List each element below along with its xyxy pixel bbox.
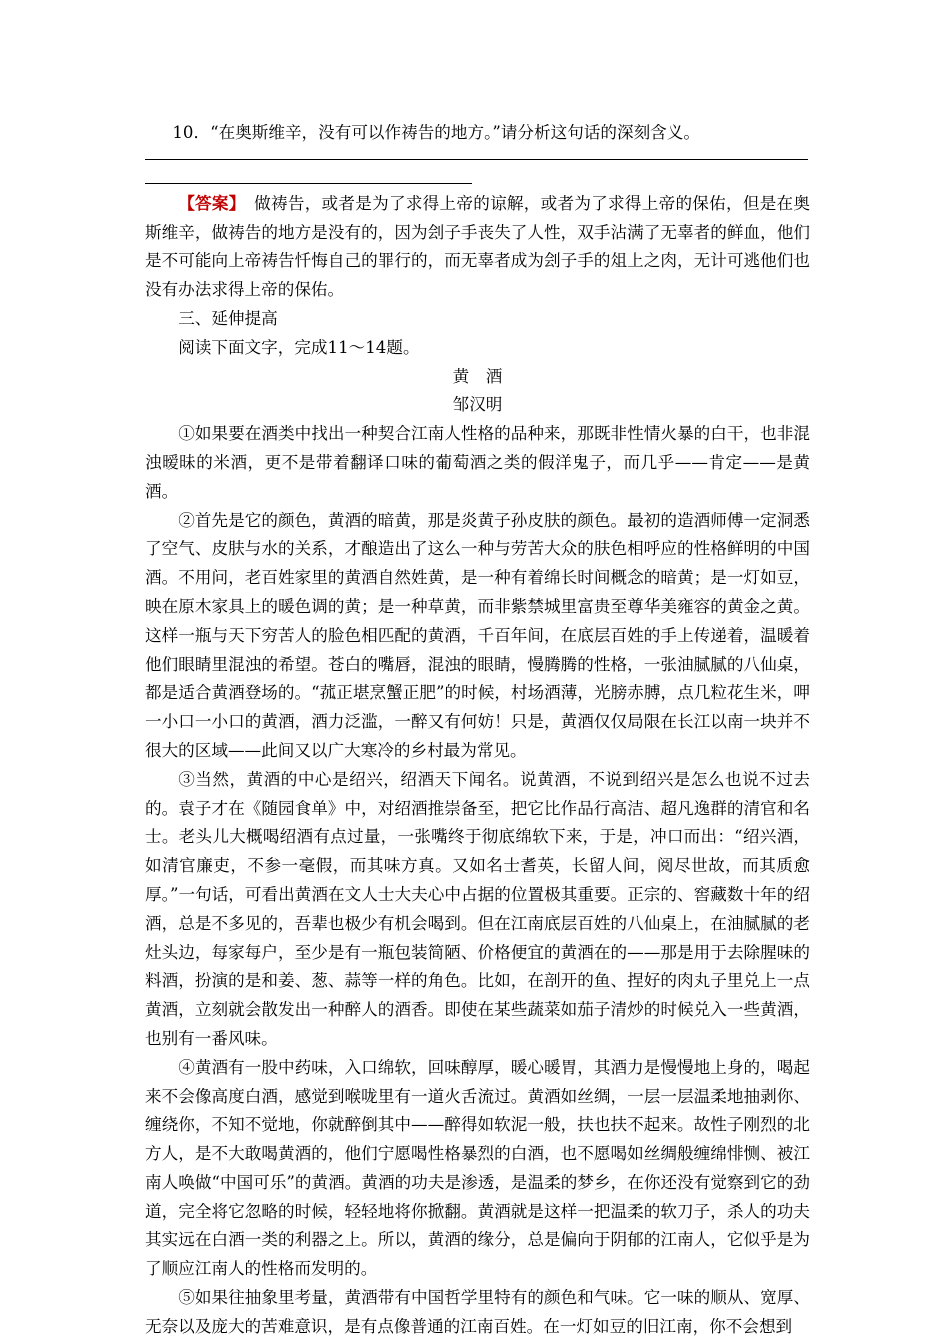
answer-line-2 — [145, 183, 472, 184]
article-paragraph-3: ③当然，黄酒的中心是绍兴，绍酒天下闻名。说黄酒，不说到绍兴是怎么也说不过去的。袁子才在《随园食单》中，对绍酒推崇备至，把它比作品行高洁、超凡逸群的清官和名士。老头儿大概喝绍酒有点过量，一张嘴终于彻底绵软下来，于是，冲口而出：“绍兴酒，如清官廉吏，不参一毫假，而其味方真。又如名士耆英，长留人间，阅尽世故，而其质愈厚。”一句话，可看出黄酒在文人士大夫心中占据的位置极其重要。正宗的、窖藏数十年的绍酒，总是不多见的，吾辈也极少有机会喝到。但在江南底层百姓的八仙桌上，在油腻腻的老灶头边，每家每户，至少是有一瓶包装简陋、价格便宜的黄酒在的——那是用于去除腥味的料酒，扮演的是和姜、葱、蒜等一样的角色。比如，在剖开的鱼、捏好的肉丸子里兑上一点黄酒，立刻就会散发出一种醉人的酒香。即使在某些蔬菜如茄子清炒的时候兑入一些黄酒，也别有一番风味。 — [145, 769, 810, 1048]
section-title: 三、延伸提高 — [178, 308, 278, 328]
answer-paragraph — [145, 189, 810, 305]
answer-line-1 — [145, 159, 808, 160]
answer-label: 【答案】 — [178, 192, 238, 213]
article-paragraph-5: ⑤如果往抽象里考量，黄酒带有中国哲学里特有的颜色和气味。它一味的顺从、宽厚、无奈以及庞大的苦难意识，是有点像普通的江南百姓。在一灯如豆的旧江南，你不会想到 — [145, 1288, 810, 1336]
reading-instruction: 阅读下面文字，完成11～14题。 — [178, 337, 420, 357]
question-10: 10．“在奥斯维辛，没有可以作祷告的地方。”请分析这句话的深刻含义。 — [172, 123, 700, 142]
answer-text: 做祷告，或者是为了求得上帝的谅解，或者为了求得上帝的保佑，但是在奥斯维辛，做祷告的地方是没有的，因为刽子手丧失了人性，双手沾满了无辜者的鲜血，他们是不可能向上帝祷告忏悔自己的罪行的，而无辜者成为刽子手的俎上之肉，无计可逃他们也没有办法求得上帝的保佑。 — [145, 193, 810, 300]
article-paragraph-1: ①如果要在酒类中找出一种契合江南人性格的品种来，那既非性情火暴的白干，也非混浊暧昧的米酒，更不是带着翻译口味的葡萄酒之类的假洋鬼子，而几乎——肯定——是黄酒。 — [145, 424, 810, 501]
article-title: 黄 酒 — [452, 366, 503, 386]
article-paragraph-4: ④黄酒有一股中药味，入口绵软，回味醇厚，暖心暖胃，其酒力是慢慢地上身的，喝起来不会像高度白酒，感觉到喉咙里有一道火舌流过。黄酒如丝绸，一层一层温柔地抽剥你、缠绕你，不知不觉地，你就醉倒其中——醉得如软泥一般，扶也扶不起来。故性子刚烈的北方人，是不大敢喝黄酒的，他们宁愿喝性格暴烈的白酒，也不愿喝如丝绸般缠绵悱恻、被江南人唤做“中国可乐”的黄酒。黄酒的功夫是渗透，是温柔的梦乡，在你还没有觉察到它的劲道，完全将它忽略的时候，轻轻地将你掀翻。黄酒就是这样一把温柔的软刀子，杀人的功夫其实远在白酒一类的利器之上。所以，黄酒的缘分，总是偏向于阴郁的江南人，它似乎是为了顺应江南人的性格而发明的。 — [145, 1057, 810, 1279]
document-body — [145, 119, 810, 1342]
article-paragraph-2: ②首先是它的颜色，黄酒的暗黄，那是炎黄子孙皮肤的颜色。最初的造酒师傅一定洞悉了空气、皮肤与水的关系，才酿造出了这么一种与劳苦大众的肤色相呼应的性格鲜明的中国酒。不用问，老百姓家里的黄酒自然姓黄，是一种有着绵长时间概念的暗黄；是一灯如豆，映在原木家具上的暖色调的黄；是一种草黄，而非紫禁城里富贵至尊华美雍容的黄金之黄。这样一瓶与天下穷苦人的脸色相匹配的黄酒，千百年间，在底层百姓的手上传递着，温暖着他们眼睛里混浊的希望。苍白的嘴唇，混浊的眼睛，慢腾腾的性格，一张油腻腻的八仙桌，都是适合黄酒登场的。“菰正堪烹蟹正肥”的时候，村场酒薄，光膀赤膊，点几粒花生米，呷一小口一小口的黄酒，酒力泛滥，一醉又有何妨！只是，黄酒仅仅局限在长江以南一块并不很大的区域——此间又以广大寒冷的乡村最为常见。 — [145, 510, 810, 760]
article-author: 邹汉明 — [452, 395, 503, 415]
